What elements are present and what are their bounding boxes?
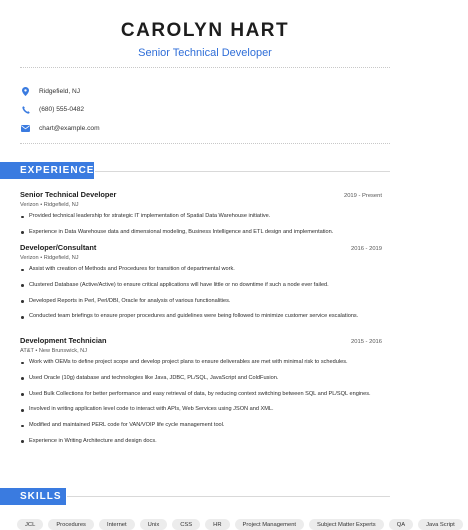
experience-rule bbox=[95, 171, 390, 172]
skill-tag: Subject Matter Experts bbox=[309, 519, 384, 530]
skills-rule bbox=[67, 496, 390, 497]
job-dates: 2019 - Present bbox=[343, 193, 382, 199]
skill-tag: Internet bbox=[99, 519, 135, 530]
job-bullet: Assist with creation of Methods and Procedures for transition of departmental work. bbox=[20, 266, 382, 274]
skill-tag: QA bbox=[389, 519, 413, 530]
candidate-title: Senior Technical Developer bbox=[138, 47, 272, 59]
job-bullet: Experience in Writing Architecture and design docs. bbox=[20, 438, 382, 446]
location-pin-icon bbox=[21, 87, 30, 96]
job-bullet: Involved in writing application level code to interact with APIs, Web Services using JSON and XML. bbox=[20, 406, 382, 414]
job-entry bbox=[20, 243, 382, 329]
job-role: Senior Technical Developer bbox=[20, 190, 117, 199]
contact-divider bbox=[20, 143, 390, 144]
phone-icon bbox=[21, 105, 30, 114]
job-bullet: Conducted team briefings to ensure proper procedures and guidelines were being followed to minimize customer service escalations. bbox=[20, 313, 382, 321]
job-role: Developer/Consultant bbox=[20, 243, 97, 252]
contact-email-text[interactable]: chart@example.com bbox=[39, 124, 100, 132]
candidate-name: CAROLYN HART bbox=[120, 20, 290, 41]
job-dates: 2016 - 2019 bbox=[351, 246, 382, 252]
job-bullet: Used Bulk Collections for better performance and easy retrieval of data, by reducing context switching between SQL and PL/SQL engines. bbox=[20, 391, 382, 399]
job-bullet: Work with OEMs to define project scope and develop project plans to ensure deliverables are met with minimal risk to schedules. bbox=[20, 359, 382, 367]
skill-tag: CSS bbox=[172, 519, 200, 530]
job-entry bbox=[20, 190, 382, 245]
section-heading-experience: EXPERIENCE bbox=[0, 162, 94, 179]
job-company: Verizon • Ridgefield, NJ bbox=[20, 202, 79, 208]
skill-tag: HR bbox=[205, 519, 229, 530]
job-entry bbox=[20, 336, 382, 454]
resume-header bbox=[0, 20, 410, 59]
envelope-icon bbox=[21, 124, 30, 133]
skill-tag: Project Management bbox=[235, 519, 305, 530]
contact-phone-text: (680) 555-0482 bbox=[39, 106, 85, 114]
job-bullet: Clustered Database (Active/Active) to ensure critical applications will have little or no downtime if such a node ever failed. bbox=[20, 282, 382, 290]
job-bullet: Modified and maintained PERL code for VAN/VOIP life cycle management tool. bbox=[20, 422, 382, 430]
skill-tag: Unix bbox=[140, 519, 168, 530]
contact-list bbox=[21, 82, 100, 138]
contact-email[interactable] bbox=[21, 119, 100, 138]
job-role: Development Technician bbox=[20, 336, 107, 345]
header-divider bbox=[20, 67, 390, 68]
job-company: AT&T • New Brunswick, NJ bbox=[20, 348, 88, 354]
section-heading-skills: SKILLS bbox=[0, 488, 66, 505]
contact-location bbox=[21, 82, 100, 101]
job-dates: 2015 - 2016 bbox=[351, 339, 382, 345]
contact-location-text: Ridgefield, NJ bbox=[39, 87, 81, 95]
job-company: Verizon • Ridgefield, NJ bbox=[20, 255, 79, 261]
skill-tag: Procedures bbox=[48, 519, 94, 530]
skill-tag: Java Script bbox=[418, 519, 463, 530]
job-bullet: Provided technical leadership for strategic IT implementation of Spatial Data Warehouse initiative. bbox=[20, 213, 382, 221]
contact-phone bbox=[21, 101, 100, 120]
skill-tag: JCL bbox=[17, 519, 43, 530]
job-bullet: Experience in Data Warehouse data and dimensional modeling, Business Intelligence and ETL design and implementation. bbox=[20, 229, 382, 237]
job-bullet: Developed Reports in Perl, Perl/DBI, Oracle for analysis of various functionalities. bbox=[20, 298, 382, 306]
skills-list bbox=[17, 519, 468, 530]
job-bullet: Used Oracle (10g) database and technologies like Java, JDBC, PL/SQL, JavaScript and ColdFusion. bbox=[20, 375, 382, 383]
